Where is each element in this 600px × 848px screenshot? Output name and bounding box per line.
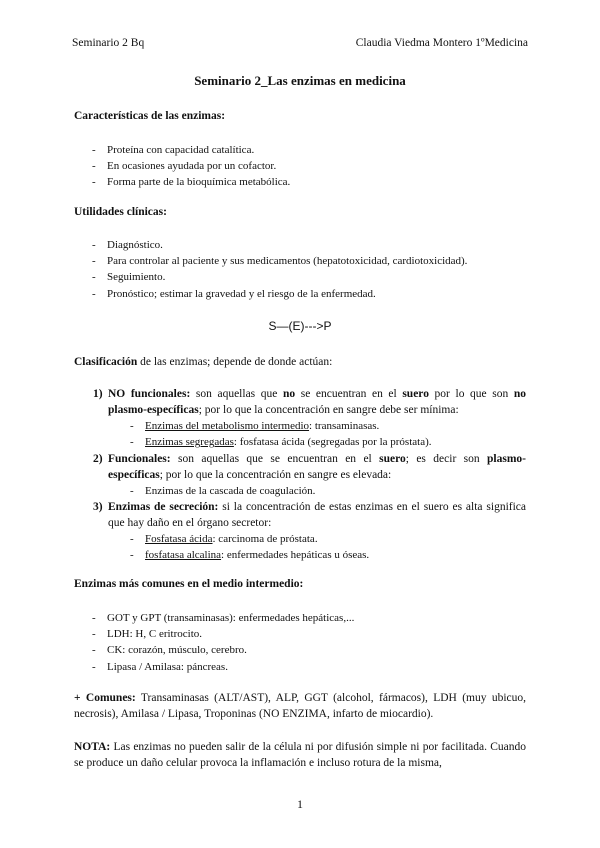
- list-item: - Para controlar al paciente y sus medicamentos (hepatotoxicidad, cardiotoxicidad).: [92, 253, 467, 269]
- nota-paragraph: [74, 739, 526, 771]
- list-item: - Forma parte de la bioquímica metabólica.: [92, 174, 290, 190]
- utilidades-list: [92, 237, 467, 302]
- sub-term: Fosfatasa ácida: [145, 533, 213, 545]
- item-text: ; por lo que la concentración en sangre debe ser mínima:: [198, 404, 459, 417]
- list-item: - LDH: H, C eritrocito.: [92, 626, 354, 642]
- item-text: si la concentración de estas enzimas en el suero es alta significa que hay daño en el órgano secretor:: [108, 501, 526, 530]
- item-3-sublist: [130, 531, 369, 563]
- clasificacion-bold: Clasificación: [74, 356, 138, 368]
- sub-text: : carcinoma de próstata.: [212, 533, 318, 545]
- mas-comunes-label: + Comunes:: [74, 692, 136, 704]
- list-item: - Enzimas de la cascada de coagulación.: [130, 483, 315, 499]
- item-text: se encuentran en el: [295, 388, 403, 400]
- sub-text: : transaminasas.: [309, 420, 380, 432]
- item-number: 1): [93, 388, 103, 400]
- list-item: - Lipasa / Amilasa: páncreas.: [92, 659, 354, 675]
- item-text: ; es decir son: [405, 453, 488, 465]
- comunes-heading: Enzimas más comunes en el medio intermedio:: [74, 578, 304, 590]
- mas-comunes-text: Transaminasas (ALT/AST), ALP, GGT (alcohol, fármacos), LDH (muy ubicuo, necrosis), Amilasa / Lipasa, Troponinas (NO ENZIMA, infarto de miocardio).: [74, 692, 526, 721]
- list-item: - GOT y GPT (transaminasas): enfermedades hepáticas,...: [92, 610, 354, 626]
- header-right: Claudia Viedma Montero 1ºMedicina: [355, 37, 528, 49]
- item-text: son aquellas que se encuentran en el: [170, 453, 380, 465]
- item-2-sublist: [130, 483, 315, 499]
- list-item: [130, 531, 369, 547]
- list-item: [130, 547, 369, 563]
- list-item: - Seguimiento.: [92, 269, 467, 285]
- item-number: 3): [93, 501, 103, 513]
- reaction-formula: S—(E)--->P: [268, 319, 332, 333]
- item-text: son aquellas que: [190, 388, 283, 400]
- list-item: - CK: corazón, músculo, cerebro.: [92, 642, 354, 658]
- item-1-sublist: [130, 418, 432, 450]
- sub-term: Enzimas del metabolismo intermedio: [145, 420, 310, 432]
- clasificacion-item-3: [93, 499, 526, 531]
- sub-text: : enfermedades hepáticas u óseas.: [221, 549, 370, 562]
- mas-comunes-paragraph: [74, 690, 526, 722]
- clasificacion-item-1: [93, 386, 526, 418]
- sub-text: : fosfatasa ácida (segregadas por la próstata).: [233, 436, 432, 449]
- item-bold: suero: [379, 453, 406, 465]
- utilidades-heading: Utilidades clínicas:: [74, 206, 167, 218]
- item-title: NO funcionales:: [108, 388, 191, 400]
- list-item: - Proteína con capacidad catalítica.: [92, 142, 290, 158]
- caracteristicas-heading: Características de las enzimas:: [74, 110, 226, 122]
- list-item: [130, 418, 432, 434]
- item-title: Enzimas de secreción:: [108, 501, 219, 513]
- item-bold: no: [282, 388, 296, 400]
- clasificacion-item-2: [93, 451, 526, 483]
- list-item: - Pronóstico; estimar la gravedad y el riesgo de la enfermedad.: [92, 286, 467, 302]
- page-number: 1: [297, 797, 303, 811]
- item-text: ; por lo que la concentración en sangre es elevada:: [159, 469, 392, 482]
- sub-term: fosfatasa alcalina: [145, 549, 222, 562]
- list-item: - En ocasiones ayudada por un cofactor.: [92, 158, 290, 174]
- header-left: Seminario 2 Bq: [72, 37, 145, 49]
- comunes-list: [92, 610, 354, 675]
- item-text: por lo que son: [428, 388, 514, 400]
- item-bold: no plasmo-específicas: [108, 388, 526, 417]
- clasificacion-intro: [74, 354, 526, 370]
- sub-term: Enzimas segregadas: [145, 436, 234, 449]
- page-title: Seminario 2_Las enzimas en medicina: [194, 73, 406, 88]
- nota-text: Las enzimas no pueden salir de la célula ni por difusión simple ni por facilitada. Cuando se produce un daño celular provoca la inflamación e incluso rotura de la misma,: [74, 741, 526, 770]
- item-number: 2): [93, 453, 103, 465]
- caracteristicas-list: [92, 142, 290, 191]
- item-title: Funcionales:: [108, 453, 171, 465]
- clasificacion-rest: de las enzimas; depende de donde actúan:: [137, 356, 333, 368]
- item-bold: suero: [402, 388, 429, 400]
- nota-label: NOTA:: [74, 741, 111, 753]
- item-bold: plasmo-específicas: [108, 453, 526, 482]
- list-item: [130, 434, 432, 450]
- list-item: - Diagnóstico.: [92, 237, 467, 253]
